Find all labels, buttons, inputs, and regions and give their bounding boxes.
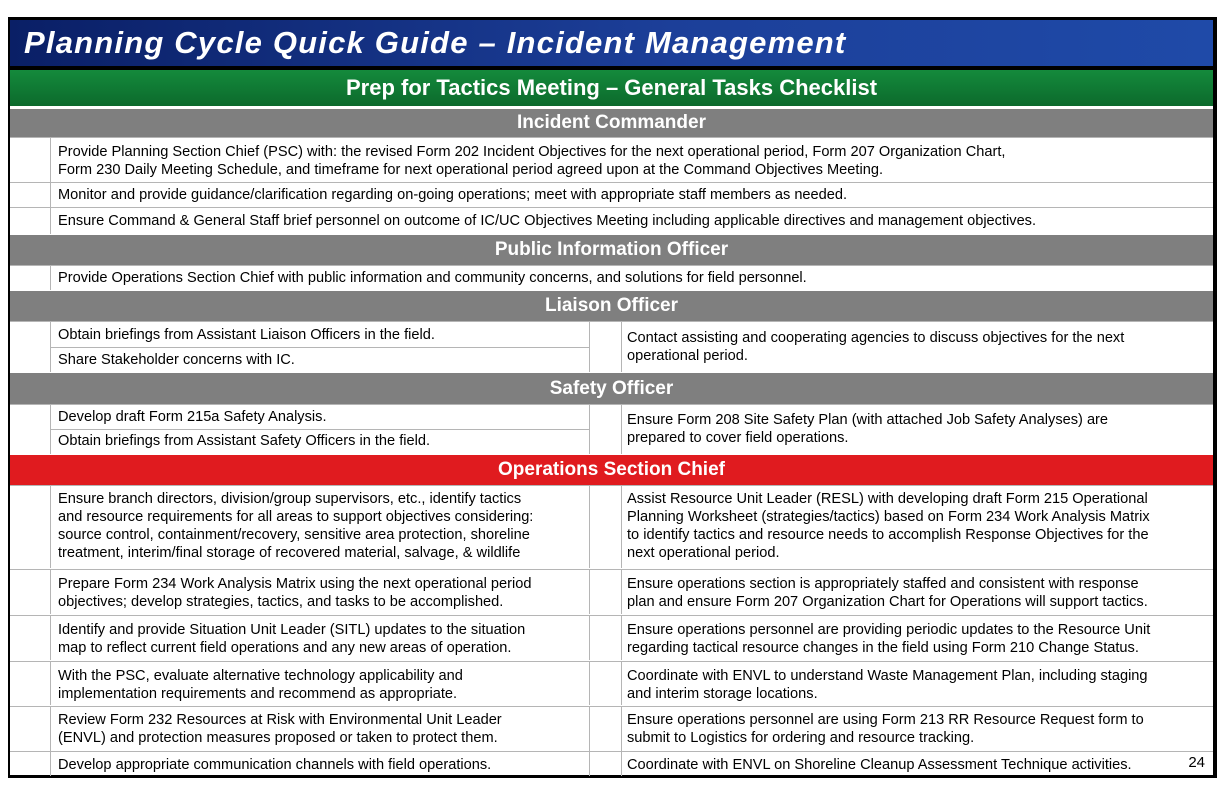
task-text: Provide Operations Section Chief with public information and community concerns, and solutions for field personnel. (58, 270, 807, 286)
checkbox[interactable] (10, 570, 51, 614)
checkbox[interactable] (589, 322, 622, 372)
safety-officer-header: Safety Officer (10, 373, 1213, 404)
operations-section-chief-header: Operations Section Chief (10, 455, 1213, 485)
checklist-row (10, 751, 1213, 776)
task-text: Ensure Form 208 Site Safety Plan (with attached Job Safety Analyses) are prepared to cover field operations. (627, 412, 1109, 446)
task-text: Prepare Form 234 Work Analysis Matrix using the next operational period objectives; develop strategies, tactics, and tasks to be accomplished. (58, 576, 532, 610)
task-text: Identify and provide Situation Unit Leader (SITL) updates to the situation map to reflect current field operations and any new areas of operation. (58, 622, 526, 656)
checklist-row (10, 182, 1213, 207)
checkbox[interactable] (10, 616, 51, 660)
checkbox[interactable] (589, 616, 622, 660)
checklist-row (10, 661, 1213, 705)
task-text: Monitor and provide guidance/clarification regarding on-going operations; meet with appropriate staff members as needed. (58, 187, 848, 203)
checkbox[interactable] (10, 405, 51, 454)
task-text: Ensure branch directors, division/group supervisors, etc., identify tactics and resource requirements for all areas to support objectives considering: source control, containment/recovery, sensitive area protection, shoreline treatment, interim/final storage of recovered material, salvage, & wildlife (58, 491, 534, 561)
task-text: Ensure Command & General Staff brief personnel on outcome of IC/UC Objectives Meeting including applicable directives and management objectives. (58, 213, 1037, 229)
checkbox[interactable] (589, 707, 622, 751)
section-title: Prep for Tactics Meeting – General Tasks Checklist (345, 75, 878, 100)
checklist-row (10, 207, 1213, 234)
checkbox[interactable] (10, 752, 51, 776)
checklist-row (10, 137, 1213, 182)
task-text: Ensure operations section is appropriately staffed and consistent with response plan and ensure Form 207 Organization Chart for Operations will support tactics. (627, 576, 1148, 610)
task-text: Coordinate with ENVL on Shoreline Cleanup Assessment Technique activities. (627, 757, 1132, 773)
checkbox[interactable] (10, 322, 51, 372)
task-text: Develop draft Form 215a Safety Analysis. (58, 409, 327, 425)
page-number: 24 (1188, 754, 1205, 771)
checkbox[interactable] (10, 486, 51, 568)
task-text: Ensure operations personnel are using Form 213 RR Resource Request form to submit to Logistics for ordering and resource tracking. (627, 712, 1144, 746)
task-text: Share Stakeholder concerns with IC. (58, 352, 295, 368)
public-information-officer-header: Public Information Officer (10, 235, 1213, 265)
row-divider (51, 347, 589, 348)
task-text: Coordinate with ENVL to understand Waste Management Plan, including staging and interim storage locations. (627, 668, 1148, 702)
checklist-sheet (10, 70, 1213, 775)
task-text: Develop appropriate communication channels with field operations. (58, 757, 492, 773)
task-text: Obtain briefings from Assistant Safety Officers in the field. (58, 433, 431, 449)
checkbox[interactable] (589, 570, 622, 614)
task-text: Review Form 232 Resources at Risk with Environmental Unit Leader (ENVL) and protection measures proposed or taken to protect them. (58, 712, 502, 746)
checklist-row (10, 404, 1213, 454)
task-text: Ensure operations personnel are providing periodic updates to the Resource Unit regarding tactical resource changes in the field using Form 210 Change Status. (627, 622, 1151, 656)
checkbox[interactable] (10, 707, 51, 751)
liaison-officer-header: Liaison Officer (10, 291, 1213, 321)
checkbox[interactable] (10, 138, 51, 182)
section-banner (10, 70, 1213, 106)
checklist-row (10, 615, 1213, 660)
incident-commander-header: Incident Commander (10, 109, 1213, 137)
checkbox[interactable] (589, 662, 622, 705)
task-text: With the PSC, evaluate alternative technology applicability and implementation requirements and recommend as appropriate. (58, 668, 463, 702)
checkbox[interactable] (10, 183, 51, 207)
page-title: Planning Cycle Quick Guide – Incident Management (24, 25, 847, 60)
task-text: Obtain briefings from Assistant Liaison Officers in the field. (58, 327, 435, 343)
checkbox[interactable] (589, 405, 622, 454)
row-divider (51, 429, 589, 430)
checklist-row (10, 265, 1213, 290)
task-text: Contact assisting and cooperating agencies to discuss objectives for the next operational period. (627, 330, 1125, 364)
checkbox[interactable] (10, 208, 51, 234)
checklist-row (10, 569, 1213, 614)
checklist-row (10, 485, 1213, 568)
title-banner (10, 20, 1213, 66)
task-text: Provide Planning Section Chief (PSC) with: the revised Form 202 Incident Objectives for the next operational period, Form 207 Organization Chart, Form 230 Daily Meeting Schedule, and timeframe for next operational period agreed upon at the Command Objectives Meeting. (58, 144, 1006, 178)
checklist-row (10, 706, 1213, 751)
checkbox[interactable] (10, 662, 51, 705)
checkbox[interactable] (589, 486, 622, 568)
checkbox[interactable] (10, 266, 51, 290)
task-text: Assist Resource Unit Leader (RESL) with developing draft Form 215 Operational Planning Worksheet (strategies/tactics) based on Form 234 Work Analysis Matrix to identify tactics and resource needs to accomplish Response Objectives for the next operational period. (627, 491, 1150, 561)
checklist-row (10, 321, 1213, 372)
checkbox[interactable] (589, 752, 622, 776)
